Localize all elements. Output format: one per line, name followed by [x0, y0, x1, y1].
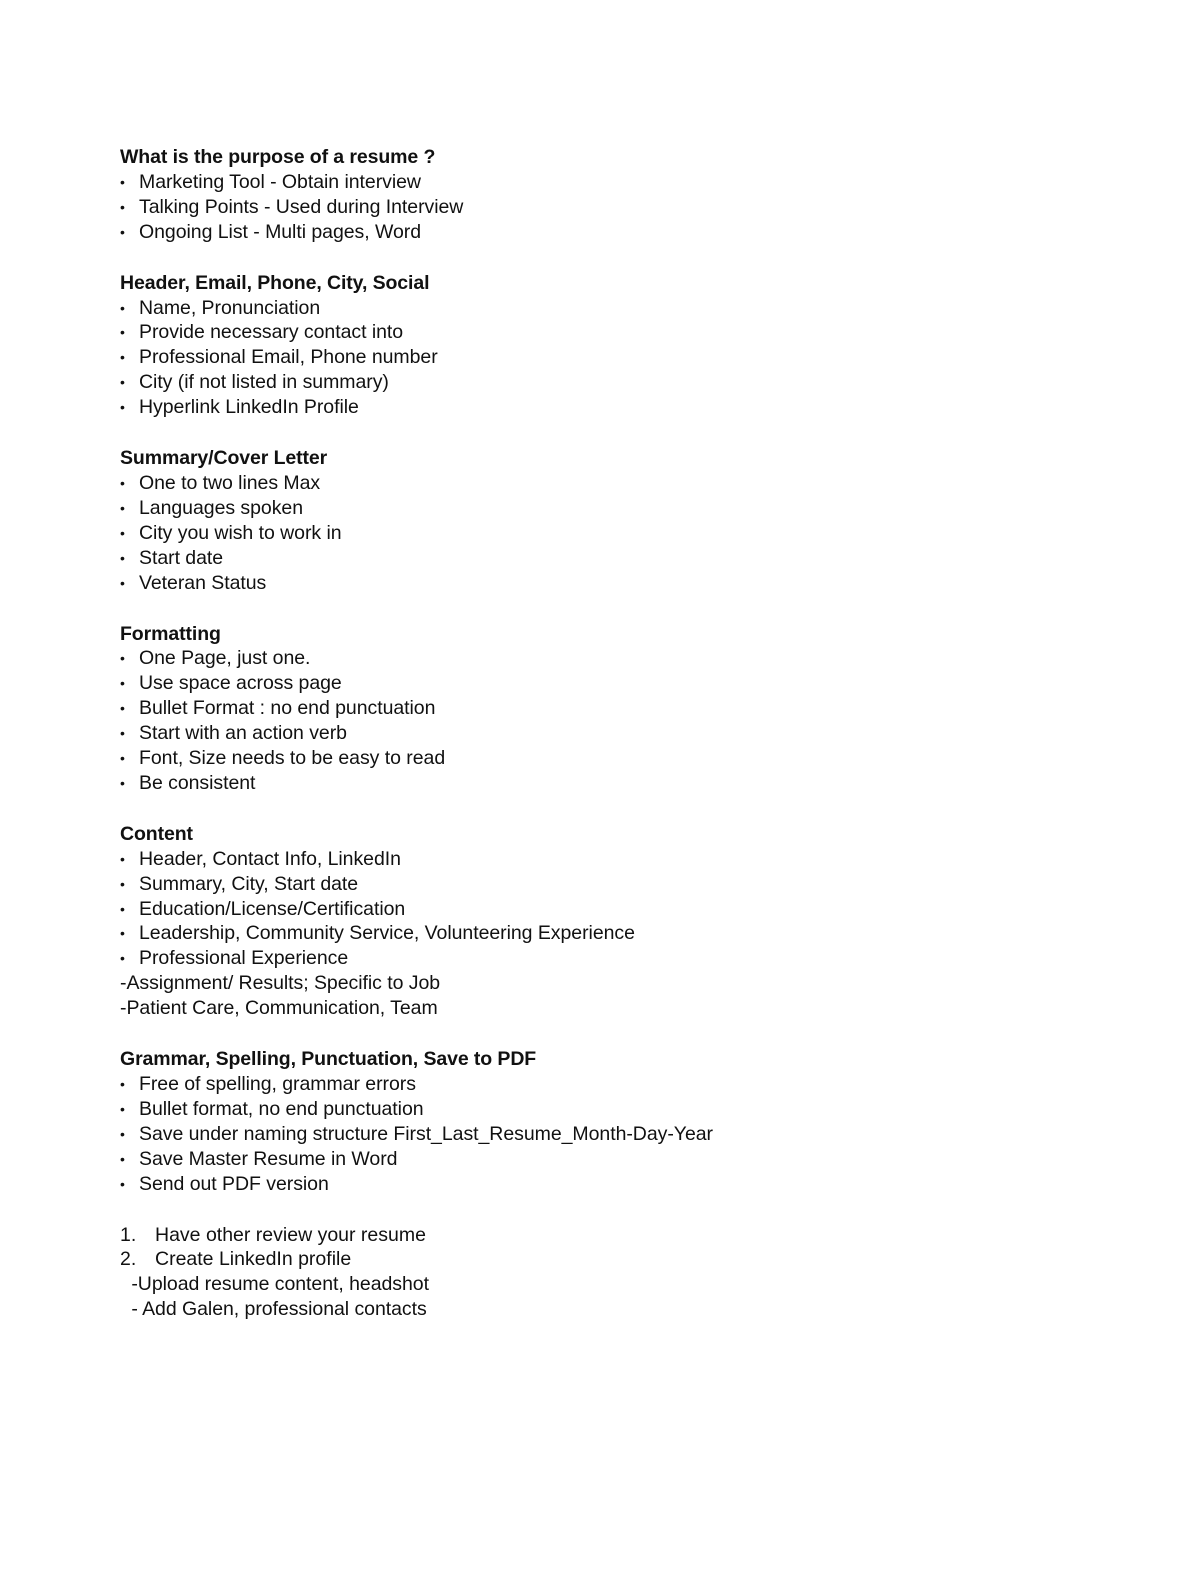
list-item: • City you wish to work in — [120, 521, 342, 544]
bullet-icon: • — [120, 524, 125, 541]
bullet-icon: • — [120, 900, 125, 917]
numbered-item — [120, 1247, 1120, 1272]
bullet-icon: • — [120, 774, 125, 791]
section-formatting — [120, 622, 1120, 796]
list-item: • Save under naming structure First_Last_Resume_Month-Day-Year — [120, 1122, 713, 1145]
sub-line: -Upload resume content, headshot — [126, 1273, 429, 1296]
list-item: • Languages spoken — [120, 496, 304, 519]
list-item: • Free of spelling, grammar errors — [120, 1073, 416, 1095]
bullet-icon: • — [120, 474, 125, 491]
list-item: • Summary, City, Start date — [120, 872, 359, 895]
list-item: • Save Master Resume in Word — [120, 1147, 398, 1170]
section-heading: Summary/Cover Letter — [120, 447, 328, 470]
bullet-icon: • — [120, 850, 125, 867]
bullet-icon: • — [120, 1076, 125, 1092]
bullet-icon: • — [120, 223, 125, 240]
bullet-icon: • — [120, 1125, 125, 1142]
bullet-icon: • — [120, 875, 125, 892]
section-summary-cover-letter — [120, 446, 1120, 595]
list-item: • Education/License/Certification — [120, 897, 406, 920]
bullet-icon: • — [120, 675, 125, 692]
bullet-icon: • — [120, 950, 125, 967]
bullet-list — [120, 471, 1120, 596]
list-item: • Name, Pronunciation — [120, 296, 321, 319]
bullet-icon: • — [120, 750, 125, 767]
bullet-icon: • — [120, 1150, 125, 1167]
list-item: • One Page, just one. — [120, 647, 311, 670]
bullet-icon: • — [120, 549, 125, 566]
list-item: • Hyperlink LinkedIn Profile — [120, 396, 359, 419]
bullet-list — [120, 296, 1120, 421]
bullet-icon: • — [120, 1175, 125, 1192]
section-grammar-spelling — [120, 1047, 1120, 1196]
bullet-icon: • — [120, 925, 125, 942]
item-text: Have other review your resume — [155, 1223, 426, 1246]
sub-line: -Patient Care, Communication, Team — [120, 997, 438, 1020]
bullet-icon: • — [120, 574, 125, 591]
list-item: • City (if not listed in summary) — [120, 371, 389, 394]
numbered-item — [120, 1223, 1120, 1248]
sub-line: - Add Galen, professional contacts — [126, 1298, 427, 1321]
list-item: • Professional Experience — [120, 947, 349, 970]
bullet-icon: • — [120, 399, 125, 416]
list-item: • Talking Points - Used during Interview — [120, 195, 464, 218]
list-item: • Ongoing List - Multi pages, Word — [120, 220, 422, 243]
bullet-list — [120, 170, 1120, 245]
document-page — [120, 145, 1120, 1348]
bullet-icon: • — [120, 374, 125, 391]
bullet-icon: • — [120, 1100, 125, 1117]
list-item: • Provide necessary contact into — [120, 321, 404, 344]
bullet-icon: • — [120, 499, 125, 516]
section-heading: Grammar, Spelling, Punctuation, Save to PDF — [120, 1048, 537, 1071]
bullet-list — [120, 646, 1120, 795]
section-resume-purpose — [120, 145, 1120, 245]
list-item: • Header, Contact Info, LinkedIn — [120, 847, 401, 870]
section-heading: What is the purpose of a resume ? — [120, 146, 436, 168]
list-item: • One to two lines Max — [120, 471, 321, 494]
bullet-icon: • — [120, 173, 125, 190]
list-item: • Veteran Status — [120, 571, 267, 594]
list-item: • Bullet Format : no end punctuation — [120, 697, 436, 720]
list-item: • Font, Size needs to be easy to read — [120, 747, 446, 770]
bullet-icon: • — [120, 324, 125, 341]
list-item: • Send out PDF version — [120, 1172, 329, 1195]
item-number: 1. — [120, 1223, 137, 1246]
item-number: 2. — [120, 1248, 137, 1271]
list-item: • Start with an action verb — [120, 722, 347, 745]
section-header-contact — [120, 271, 1120, 420]
section-content — [120, 822, 1120, 1021]
section-heading: Content — [120, 822, 193, 845]
bullet-icon: • — [120, 650, 125, 667]
list-item: • Professional Email, Phone number — [120, 346, 438, 369]
bullet-icon: • — [120, 198, 125, 215]
sub-line: -Assignment/ Results; Specific to Job — [120, 972, 441, 995]
numbered-steps — [120, 1223, 1120, 1323]
list-item: • Use space across page — [120, 672, 342, 695]
list-item: • Start date — [120, 546, 224, 569]
list-item: • Leadership, Community Service, Volunteering Experience — [120, 922, 635, 945]
list-item: • Be consistent — [120, 771, 256, 794]
list-item: • Bullet format, no end punctuation — [120, 1097, 424, 1120]
bullet-icon: • — [120, 725, 125, 742]
bullet-list — [120, 1072, 1120, 1197]
bullet-icon: • — [120, 349, 125, 366]
list-item: • Marketing Tool - Obtain interview — [120, 170, 421, 193]
bullet-list — [120, 847, 1120, 972]
bullet-icon: • — [120, 299, 125, 316]
bullet-icon: • — [120, 700, 125, 717]
item-text: Create LinkedIn profile — [155, 1248, 352, 1271]
section-heading: Header, Email, Phone, City, Social — [120, 271, 430, 294]
section-heading: Formatting — [120, 622, 221, 645]
